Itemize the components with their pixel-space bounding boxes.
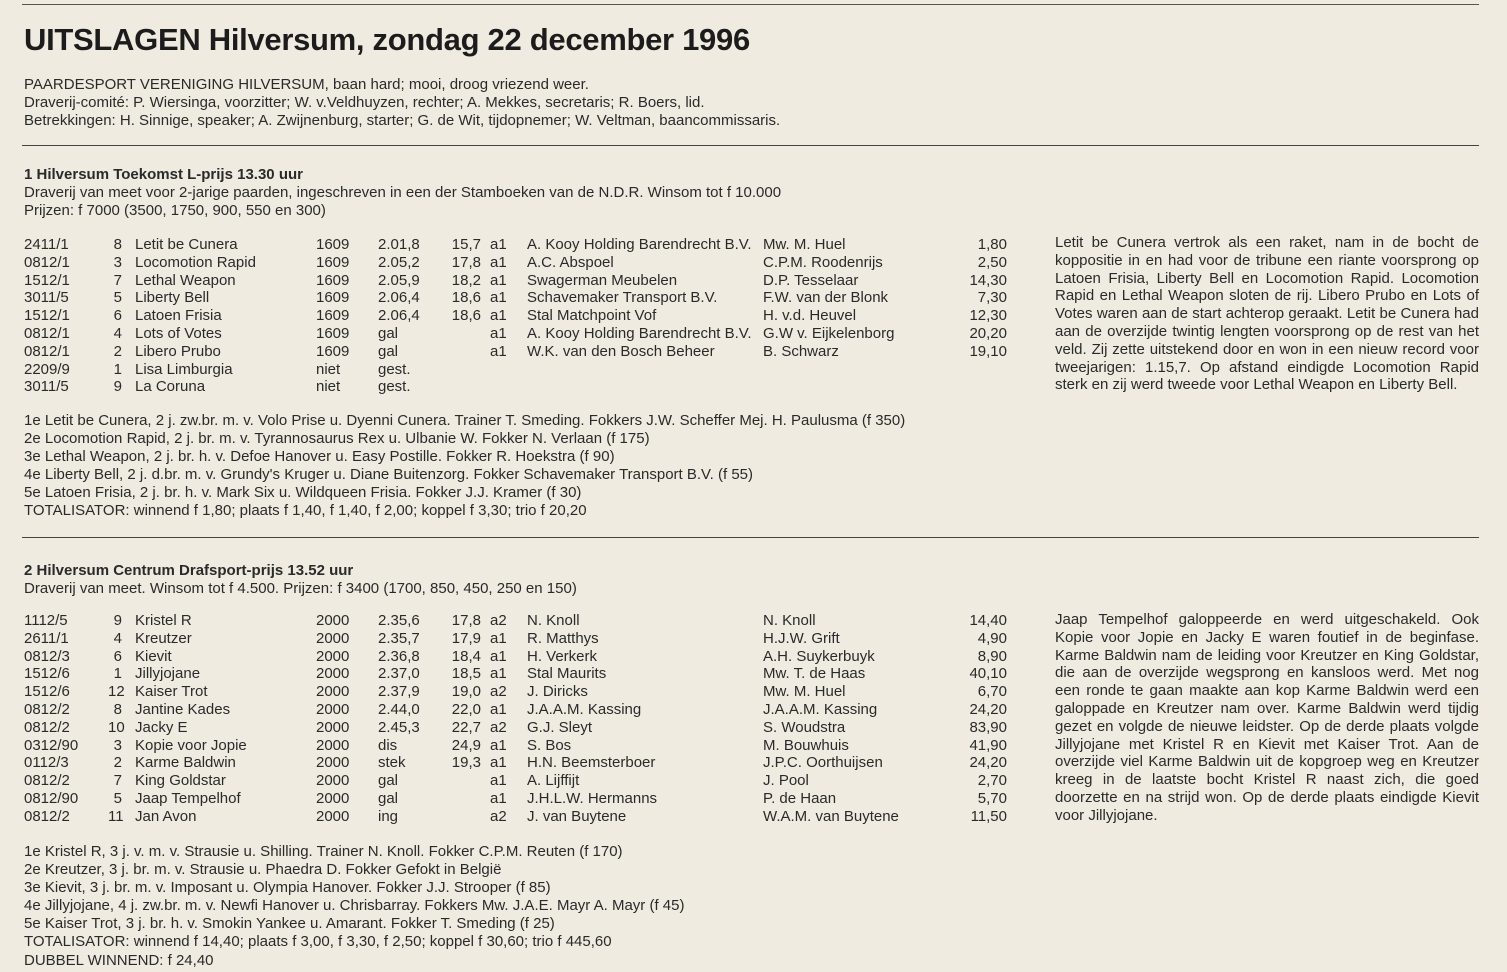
horse-name-cell: Jaap Tempelhof (135, 789, 241, 807)
time-cell: gal (378, 342, 399, 360)
distance-cell: 2000 (316, 772, 350, 790)
owner-cell: A.C. Abspoel (527, 253, 614, 271)
lane-cell: a2 (490, 612, 507, 629)
driver-cell: C.P.M. Roodenrijs (763, 253, 883, 271)
form-cell: 1512/1 (24, 271, 70, 289)
meeting-header (24, 76, 780, 130)
form-cell: 2611/1 (24, 629, 69, 647)
lane-cell: a1 (490, 700, 507, 718)
start-number-cell: 8 (113, 236, 122, 253)
distance-cell: 2000 (316, 647, 350, 665)
owner-cell: Stal Matchpoint Vof (527, 307, 657, 325)
lane-cell: a1 (490, 629, 507, 647)
driver-cell: A.H. Suykerbuyk (763, 647, 875, 665)
result-note-line: DUBBEL WINNEND: f 24,40 (24, 951, 214, 969)
kilometer-time-cell: 22,0 (451, 700, 481, 718)
form-cell: 2209/9 (24, 360, 70, 378)
start-number-cell: 12 (108, 683, 125, 701)
owner-cell: Stal Maurits (527, 665, 607, 683)
owner-cell: H.N. Beemsterboer (527, 754, 656, 772)
distance-cell: 2000 (316, 629, 350, 647)
lane-cell: a1 (490, 307, 507, 325)
form-cell: 3011/5 (24, 289, 69, 307)
distance-cell: 2000 (316, 754, 350, 772)
driver-cell: Mw. M. Huel (763, 683, 846, 701)
distance-cell: 1609 (316, 236, 350, 253)
owner-cell: H. Verkerk (527, 647, 598, 665)
driver-cell: J.P.C. Oorthuijsen (763, 754, 883, 772)
driver-cell: G.W v. Eijkelenborg (763, 324, 895, 342)
horse-name-cell: Jantine Kades (135, 700, 231, 718)
lane-cell: a2 (490, 718, 507, 736)
time-cell: 2.45,3 (378, 718, 420, 736)
race-title: 1 Hilversum Toekomst L-prijs 13.30 uur (24, 166, 303, 183)
odds-cell: 7,30 (977, 289, 1007, 307)
time-cell: stek (378, 754, 406, 772)
owner-cell: A. Kooy Holding Barendrecht B.V. (527, 324, 752, 342)
driver-cell: Mw. M. Huel (763, 236, 846, 253)
odds-cell: 24,20 (969, 700, 1007, 718)
odds-cell: 11,50 (970, 807, 1007, 825)
horse-name-cell: La Coruna (135, 378, 206, 396)
start-number-cell: 11 (108, 807, 124, 825)
kilometer-time-cell: 19,3 (451, 754, 481, 772)
start-number-cell: 6 (113, 647, 122, 665)
driver-cell: H.J.W. Grift (763, 629, 840, 647)
driver-cell: J.A.A.M. Kassing (763, 700, 878, 718)
odds-cell: 2,70 (977, 772, 1007, 790)
owner-cell: A. Kooy Holding Barendrecht B.V. (527, 236, 752, 253)
lane-cell: a1 (490, 271, 507, 289)
form-cell: 0812/1 (24, 324, 70, 342)
result-note-line: TOTALISATOR: winnend f 14,40; plaats f 3,00, f 3,30, f 2,50; koppel f 30,60; trio f 445,60 (24, 933, 612, 951)
form-cell: 0312/90 (24, 736, 79, 754)
race-2-comment: Jaap Tempelhof galoppeerde en werd uitgeschakeld. Ook Kopie voor Jopie en Jacky E waren foutief in de beginfase. Karme Baldwin nam de leiding voor Kreutzer en King Goldstar, die aan de overzijde wegsprong en kansloos werd. Met nog een ronde te gaan maakte aan kop Karme Baldwin werd een galoppade en Kreutzer nam over. Karme Baldwin werd tijdig gezet en volgde de nieuwe leidster. Op de derde plaats volgde Jillyjojane met Kristel R en Kievit met Kaiser Trot. Aan de overzijde viel Karme Baldwin uit de kopgroep weg en Kreutzer kreeg in de laatste bocht Kristel R naast zich, die goed doorzette en na strijd won. Op de derde plaats eindigde Kievit voor Jillyjojane. (1055, 611, 1479, 824)
distance-cell: 1609 (316, 253, 350, 271)
result-note-line: 2e Kreutzer, 3 j. br. m. v. Strausie u. Phaedra D. Fokker Gefokt in België (24, 861, 502, 879)
time-cell: 2.06,4 (378, 307, 420, 325)
form-cell: 3011/5 (24, 378, 69, 396)
horse-name-cell: Jacky E (135, 718, 188, 736)
result-note-line: 1e Kristel R, 3 j. v. m. v. Strausie u. Shilling. Trainer N. Knoll. Fokker C.P.M. Reuten (f 170) (24, 843, 623, 860)
odds-cell: 41,90 (969, 736, 1007, 754)
header-line: Betrekkingen: H. Sinnige, speaker; A. Zwijnenburg, starter; G. de Wit, tijdopnemer; W. Veltman, baancommissaris. (24, 112, 781, 129)
driver-cell: H. v.d. Heuvel (763, 307, 857, 325)
race-1-header (24, 166, 781, 220)
time-cell: 2.36,8 (378, 647, 420, 665)
form-cell: 0112/3 (24, 754, 69, 772)
lane-cell: a1 (490, 253, 507, 271)
distance-cell: 2000 (316, 665, 350, 683)
driver-cell: B. Schwarz (763, 342, 839, 360)
kilometer-time-cell: 17,8 (451, 253, 481, 271)
owner-cell: J. van Buytene (527, 807, 627, 825)
owner-cell: A. Lijffijt (527, 772, 580, 790)
race-2-notes (24, 843, 684, 970)
form-cell: 0812/90 (24, 789, 79, 807)
odds-cell: 20,20 (969, 324, 1007, 342)
result-note-line: TOTALISATOR: winnend f 1,80; plaats f 1,40, f 1,40, f 2,00; koppel f 3,30; trio f 20,20 (24, 502, 587, 520)
start-number-cell: 1 (113, 360, 122, 378)
race-1-comment: Letit be Cunera vertrok als een raket, nam in de bocht de koppositie in en had voor de tribune een riante voorsprong op Latoen Frisia, Liberty Bell en Locomotion Rapid. Locomotion Rapid en Lethal Weapon sloten de rij. Libero Prubo en Lots of Votes waren aan de start achterop geraakt. Letit be Cunera had aan de overzijde twintig lengten voorsprong op de rest van het veld. Zij zette uitstekend door en won in een nieuw record voor tweejarigen: 1.15,7. Op afstand eindigde Locomotion Rapid sterk en zij werd tweede voor Lethal Weapon en Liberty Bell. (1055, 234, 1479, 394)
distance-cell: 1609 (316, 307, 350, 325)
start-number-cell: 9 (113, 378, 122, 396)
time-cell: 2.01,8 (378, 236, 420, 253)
owner-cell: W.K. van den Bosch Beheer (527, 342, 715, 360)
time-cell: 2.05,9 (378, 271, 420, 289)
odds-cell: 4,90 (977, 629, 1007, 647)
form-cell: 0812/2 (24, 772, 70, 790)
time-cell: 2.35,7 (378, 629, 420, 647)
odds-cell: 1,80 (977, 236, 1007, 253)
horse-name-cell: Jan Avon (135, 807, 197, 825)
horse-name-cell: Karme Baldwin (135, 754, 236, 772)
driver-cell: M. Bouwhuis (763, 736, 849, 754)
horse-name-cell: Locomotion Rapid (135, 253, 256, 271)
distance-cell: 1609 (316, 289, 350, 307)
horse-name-cell: Kreutzer (135, 629, 192, 647)
kilometer-time-cell: 24,9 (451, 736, 481, 754)
kilometer-time-cell: 18,6 (451, 307, 481, 325)
result-note-line: 5e Latoen Frisia, 2 j. br. h. v. Mark Six u. Wildqueen Frisia. Fokker J.J. Kramer (f 30) (24, 484, 582, 502)
horse-name-cell: Lethal Weapon (135, 271, 236, 289)
form-cell: 0812/2 (24, 807, 70, 825)
distance-cell: niet (316, 360, 341, 378)
lane-cell: a1 (490, 772, 507, 790)
horse-name-cell: King Goldstar (135, 772, 226, 790)
driver-cell: N. Knoll (763, 612, 816, 629)
lane-cell: a1 (490, 236, 507, 253)
form-cell: 0812/1 (24, 342, 70, 360)
odds-cell: 8,90 (977, 647, 1007, 665)
lane-cell: a1 (490, 736, 507, 754)
result-note-line: 2e Locomotion Rapid, 2 j. br. m. v. Tyrannosaurus Rex u. Ulbanie W. Fokker N. Verlaan (f 175) (24, 430, 650, 448)
lane-cell: a1 (490, 289, 507, 307)
odds-cell: 24,20 (969, 754, 1007, 772)
top-rule (22, 4, 1479, 5)
horse-name-cell: Liberty Bell (135, 289, 210, 307)
result-note-line: 4e Liberty Bell, 2 j. d.br. m. v. Grundy's Kruger u. Diane Buitenzorg. Fokker Schavemaker Transport B.V. (f 55) (24, 466, 754, 484)
lane-cell: a1 (490, 665, 507, 683)
distance-cell: niet (316, 378, 341, 396)
time-cell: 2.37,9 (378, 683, 420, 701)
distance-cell: 2000 (316, 700, 350, 718)
form-cell: 0812/2 (24, 718, 70, 736)
lane-cell: a1 (490, 324, 507, 342)
time-cell: gest. (378, 360, 411, 378)
odds-cell: 2,50 (977, 253, 1007, 271)
start-number-cell: 5 (113, 789, 122, 807)
form-cell: 0812/1 (24, 253, 70, 271)
race-description: Draverij van meet. Winsom tot f 4.500. Prijzen: f 3400 (1700, 850, 450, 250 en 150) (24, 580, 577, 597)
race-1-notes (24, 412, 905, 521)
result-note-line: 5e Kaiser Trot, 3 j. br. h. v. Smokin Yankee u. Amarant. Fokker T. Smeding (f 25) (24, 915, 555, 933)
form-cell: 1512/1 (24, 307, 70, 325)
distance-cell: 2000 (316, 612, 350, 629)
kilometer-time-cell: 17,9 (451, 629, 481, 647)
horse-name-cell: Lisa Limburgia (135, 360, 233, 378)
start-number-cell: 5 (113, 289, 122, 307)
form-cell: 1512/6 (24, 683, 70, 701)
driver-cell: F.W. van der Blonk (763, 289, 889, 307)
time-cell: 2.35,6 (378, 612, 420, 629)
horse-name-cell: Kopie voor Jopie (135, 736, 247, 754)
lane-cell: a2 (490, 683, 507, 701)
odds-cell: 14,40 (969, 612, 1007, 629)
driver-cell: W.A.M. van Buytene (763, 807, 899, 825)
odds-cell: 12,30 (969, 307, 1007, 325)
distance-cell: 1609 (316, 324, 350, 342)
distance-cell: 2000 (316, 736, 350, 754)
horse-name-cell: Kievit (135, 647, 172, 665)
horse-name-cell: Latoen Frisia (135, 307, 222, 325)
odds-cell: 83,90 (969, 718, 1007, 736)
owner-cell: J.A.A.M. Kassing (527, 700, 642, 718)
start-number-cell: 6 (113, 307, 122, 325)
lane-cell: a1 (490, 647, 507, 665)
odds-cell: 40,10 (969, 665, 1007, 683)
start-number-cell: 7 (113, 772, 122, 790)
horse-name-cell: Kaiser Trot (135, 683, 208, 701)
time-cell: gal (378, 789, 399, 807)
race-prizes: Prijzen: f 7000 (3500, 1750, 900, 550 en 300) (24, 202, 326, 219)
lane-cell: a1 (490, 342, 507, 360)
kilometer-time-cell: 19,0 (451, 683, 481, 701)
start-number-cell: 3 (113, 736, 122, 754)
start-number-cell: 2 (113, 754, 122, 772)
driver-cell: D.P. Tesselaar (763, 271, 859, 289)
driver-cell: S. Woudstra (763, 718, 846, 736)
kilometer-time-cell: 15,7 (451, 236, 481, 253)
time-cell: dis (378, 736, 398, 754)
horse-name-cell: Jillyjojane (135, 665, 201, 683)
race-2-header (24, 562, 577, 598)
form-cell: 1112/5 (24, 612, 68, 629)
horse-name-cell: Libero Prubo (135, 342, 221, 360)
kilometer-time-cell: 18,2 (451, 271, 481, 289)
kilometer-time-cell: 17,8 (451, 612, 481, 629)
time-cell: 2.06,4 (378, 289, 420, 307)
start-number-cell: 8 (113, 700, 122, 718)
race-title: 2 Hilversum Centrum Drafsport-prijs 13.52 uur (24, 562, 354, 579)
section-divider (22, 145, 1479, 146)
kilometer-time-cell: 18,4 (451, 647, 481, 665)
owner-cell: J. Diricks (527, 683, 588, 701)
distance-cell: 2000 (316, 807, 350, 825)
owner-cell: Schavemaker Transport B.V. (527, 289, 718, 307)
page-title: UITSLAGEN Hilversum, zondag 22 december 1996 (24, 22, 750, 57)
time-cell: 2.37,0 (378, 665, 420, 683)
start-number-cell: 7 (113, 271, 122, 289)
start-number-cell: 2 (113, 342, 122, 360)
form-cell: 0812/3 (24, 647, 70, 665)
distance-cell: 2000 (316, 789, 350, 807)
start-number-cell: 1 (113, 665, 122, 683)
header-line: PAARDESPORT VERENIGING HILVERSUM, baan hard; mooi, droog vriezend weer. (24, 76, 589, 93)
lane-cell: a2 (490, 807, 507, 825)
time-cell: ing (378, 807, 399, 825)
driver-cell: J. Pool (763, 772, 809, 790)
owner-cell: G.J. Sleyt (527, 718, 593, 736)
result-note-line: 3e Kievit, 3 j. br. m. v. Imposant u. Olympia Hanover. Fokker J.J. Strooper (f 85) (24, 879, 551, 897)
kilometer-time-cell: 22,7 (451, 718, 481, 736)
start-number-cell: 9 (113, 612, 122, 629)
time-cell: gal (378, 772, 399, 790)
odds-cell: 6,70 (977, 683, 1007, 701)
race-description: Draverij van meet voor 2-jarige paarden, ingeschreven in een der Stamboeken van de N.D.R. Winsom tot f 10.000 (24, 184, 782, 201)
distance-cell: 2000 (316, 683, 350, 701)
driver-cell: Mw. T. de Haas (763, 665, 866, 683)
horse-name-cell: Kristel R (135, 612, 192, 629)
result-note-line: 3e Lethal Weapon, 2 j. br. h. v. Defoe Hanover u. Easy Postille. Fokker R. Hoekstra (f 90) (24, 448, 615, 466)
section-divider (22, 537, 1479, 538)
result-note-line: 4e Jillyjojane, 4 j. zw.br. m. v. Newfi Hanover u. Chrisbarray. Fokkers Mw. J.A.E. Mayr A. Mayr (f 45) (24, 897, 685, 915)
time-cell: gal (378, 324, 399, 342)
odds-cell: 19,10 (969, 342, 1007, 360)
odds-cell: 5,70 (977, 789, 1007, 807)
time-cell: 2.44,0 (378, 700, 420, 718)
driver-cell: P. de Haan (763, 789, 837, 807)
header-line: Draverij-comité: P. Wiersinga, voorzitter; W. v.Veldhuyzen, rechter; A. Mekkes, secretaris; R. Boers, lid. (24, 94, 705, 111)
horse-name-cell: Letit be Cunera (135, 236, 238, 253)
form-cell: 2411/1 (24, 236, 69, 253)
odds-cell: 14,30 (969, 271, 1007, 289)
owner-cell: S. Bos (527, 736, 572, 754)
lane-cell: a1 (490, 754, 507, 772)
owner-cell: J.H.L.W. Hermanns (527, 789, 658, 807)
distance-cell: 2000 (316, 718, 350, 736)
time-cell: 2.05,2 (378, 253, 420, 271)
start-number-cell: 3 (113, 253, 122, 271)
time-cell: gest. (378, 378, 411, 396)
distance-cell: 1609 (316, 271, 350, 289)
result-note-line: 1e Letit be Cunera, 2 j. zw.br. m. v. Volo Prise u. Dyenni Cunera. Trainer T. Smeding. Fokkers J.W. Scheffer Mej. H. Paulusma (f 350) (24, 412, 906, 429)
owner-cell: N. Knoll (527, 612, 580, 629)
start-number-cell: 4 (113, 324, 122, 342)
start-number-cell: 10 (108, 718, 125, 736)
distance-cell: 1609 (316, 342, 350, 360)
form-cell: 1512/6 (24, 665, 70, 683)
owner-cell: R. Matthys (527, 629, 599, 647)
kilometer-time-cell: 18,6 (451, 289, 481, 307)
lane-cell: a1 (490, 789, 507, 807)
kilometer-time-cell: 18,5 (451, 665, 481, 683)
owner-cell: Swagerman Meubelen (527, 271, 678, 289)
start-number-cell: 4 (113, 629, 122, 647)
form-cell: 0812/2 (24, 700, 70, 718)
horse-name-cell: Lots of Votes (135, 324, 222, 342)
